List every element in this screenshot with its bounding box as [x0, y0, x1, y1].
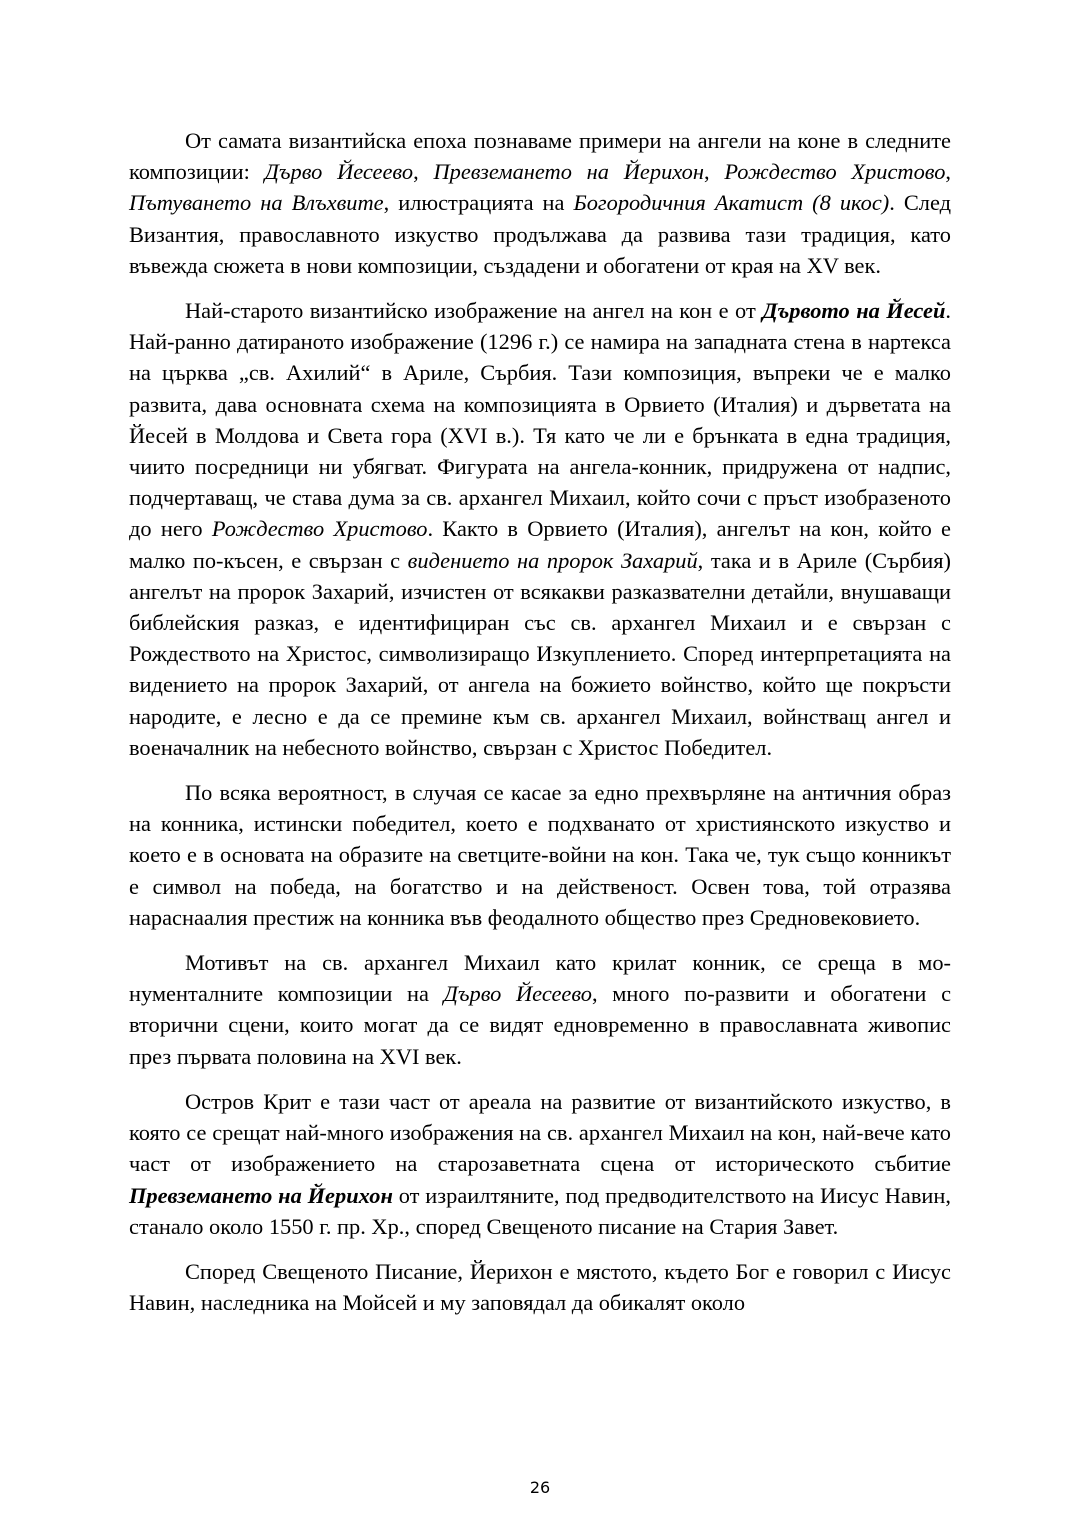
text-run: От самата византийска епоха познаваме примери на ангели на коне в следните композиции:	[129, 128, 951, 185]
italic-text-run: Дърво Йесеево	[264, 159, 414, 185]
text-run: , илюстрацията на	[383, 190, 574, 216]
text-run: , така и в Ариле (Сърбия) ангелът на пророк Захарий, изчистен от всякакви разказвателни детайли, внушаващи библейския разказ, е идентифициран със св. архангел Михаил и е свързан с Рождеството на Христос, символизиращо Изкуплението. Според интерпретацията на видението на пророк Захарий, от ангела на божието войнство, който ще покръсти народите, е лесно е да се премине към св. архангел Михаил, войнстващ ангел и военачалник на небесното войнство, свързан с Христос Победител.	[129, 547, 951, 760]
paragraph-3	[129, 777, 951, 933]
text-run: ,	[703, 159, 725, 185]
italic-text-run: Превземането на Йерихон	[433, 159, 704, 185]
paragraph-6	[129, 1256, 951, 1318]
bold-italic-text-run: Превземането на Йерихон	[129, 1182, 393, 1208]
page-number: 26	[529, 1478, 551, 1497]
text-run: Най-старото византийско изображение на ангел на кон е от	[185, 298, 763, 324]
text-run: , много по-развити и обогатени с вторични сцени, които могат да се видят едновременно в православната живопис през първата половина на XVI век.	[129, 981, 952, 1069]
paragraph-5	[129, 1086, 951, 1242]
text-run: По всяка вероятност, в случая се касае за едно прехвърляне на античния образ на конника, истински победител, което е подхванато от християнското изкуство и което е в основата на образите на светците-войни на кон. Така че, тук също конникът е символ на победа, на богатство и на действеност. Освен това, той отразява нараснаалия престиж на конника във феодалното общество през Средновековието.	[129, 780, 951, 930]
bold-italic-text-run: Дървото на Йесей	[762, 298, 946, 324]
italic-text-run: Дърво Йесеево	[443, 981, 592, 1007]
text-run: ,	[413, 159, 434, 185]
text-run: ,	[945, 159, 952, 185]
text-run: Според Свещеното Писание, Йерихон е мястото, където Бог е говорил с Иисус Навин, наследника на Мойсей и му заповядал да обикалят около	[129, 1258, 951, 1316]
text-run: от израилтяните, под предводителството на Иисус Навин, станало около 1550 г. пр. Хр., според Свещеното писание на Стария Завет.	[129, 1182, 951, 1239]
text-run: . Както в Орвието (Италия), ангелът на кон, който е малко по-късен, е свързан с	[129, 516, 951, 573]
text-run: . Най-ранно датираното изображение (1296 г.) се намира на западната стена в нартекса на църква „св. Ахилий“ в Ариле, Сърбия. Тази композиция, въпреки че е малко развита, дава основната схема на композицията в Орвието (Италия) и дърветата на Йесей в Молдова и Света гора (XVI в.). Тя като че ли е брънката в една традиция, чиито посредници ни убягват. Фигурата на ангела-конник, придружена от надпис, подчертаващ, че става дума за св. архангел Михаил, който сочи с пръст изобразеното до него	[129, 298, 952, 542]
italic-text-run: Рождество Христово	[211, 516, 428, 542]
italic-text-run: видението на пророк Захарий	[407, 547, 698, 573]
text-run: . След Византия, православното изкуство продължава да развива тази традиция, като въвежда сюжета в нови композиции, създадени и обогатени от края на XV век.	[129, 190, 951, 278]
italic-text-run: Богородичния Акатист (8 икос)	[573, 190, 890, 216]
italic-text-run: Рождество Христово	[724, 159, 946, 185]
paragraph-2	[129, 295, 951, 763]
paragraph-1	[129, 125, 951, 281]
page-body	[129, 125, 951, 1332]
italic-text-run: Пътуването на Влъхвите	[129, 190, 384, 216]
text-run: Мотивът на св. архангел Михаил като крилат конник, се среща в монументалните композиции на	[129, 950, 951, 1007]
paragraph-4	[129, 947, 951, 1072]
text-run: Остров Крит е тази част от ареала на развитие от византийското изкуство, в която се срещат най-много изображения на св. архангел Михаил на кон, най-вече като част от изображението на старозаветната сцена от историческото събитие	[129, 1088, 951, 1177]
